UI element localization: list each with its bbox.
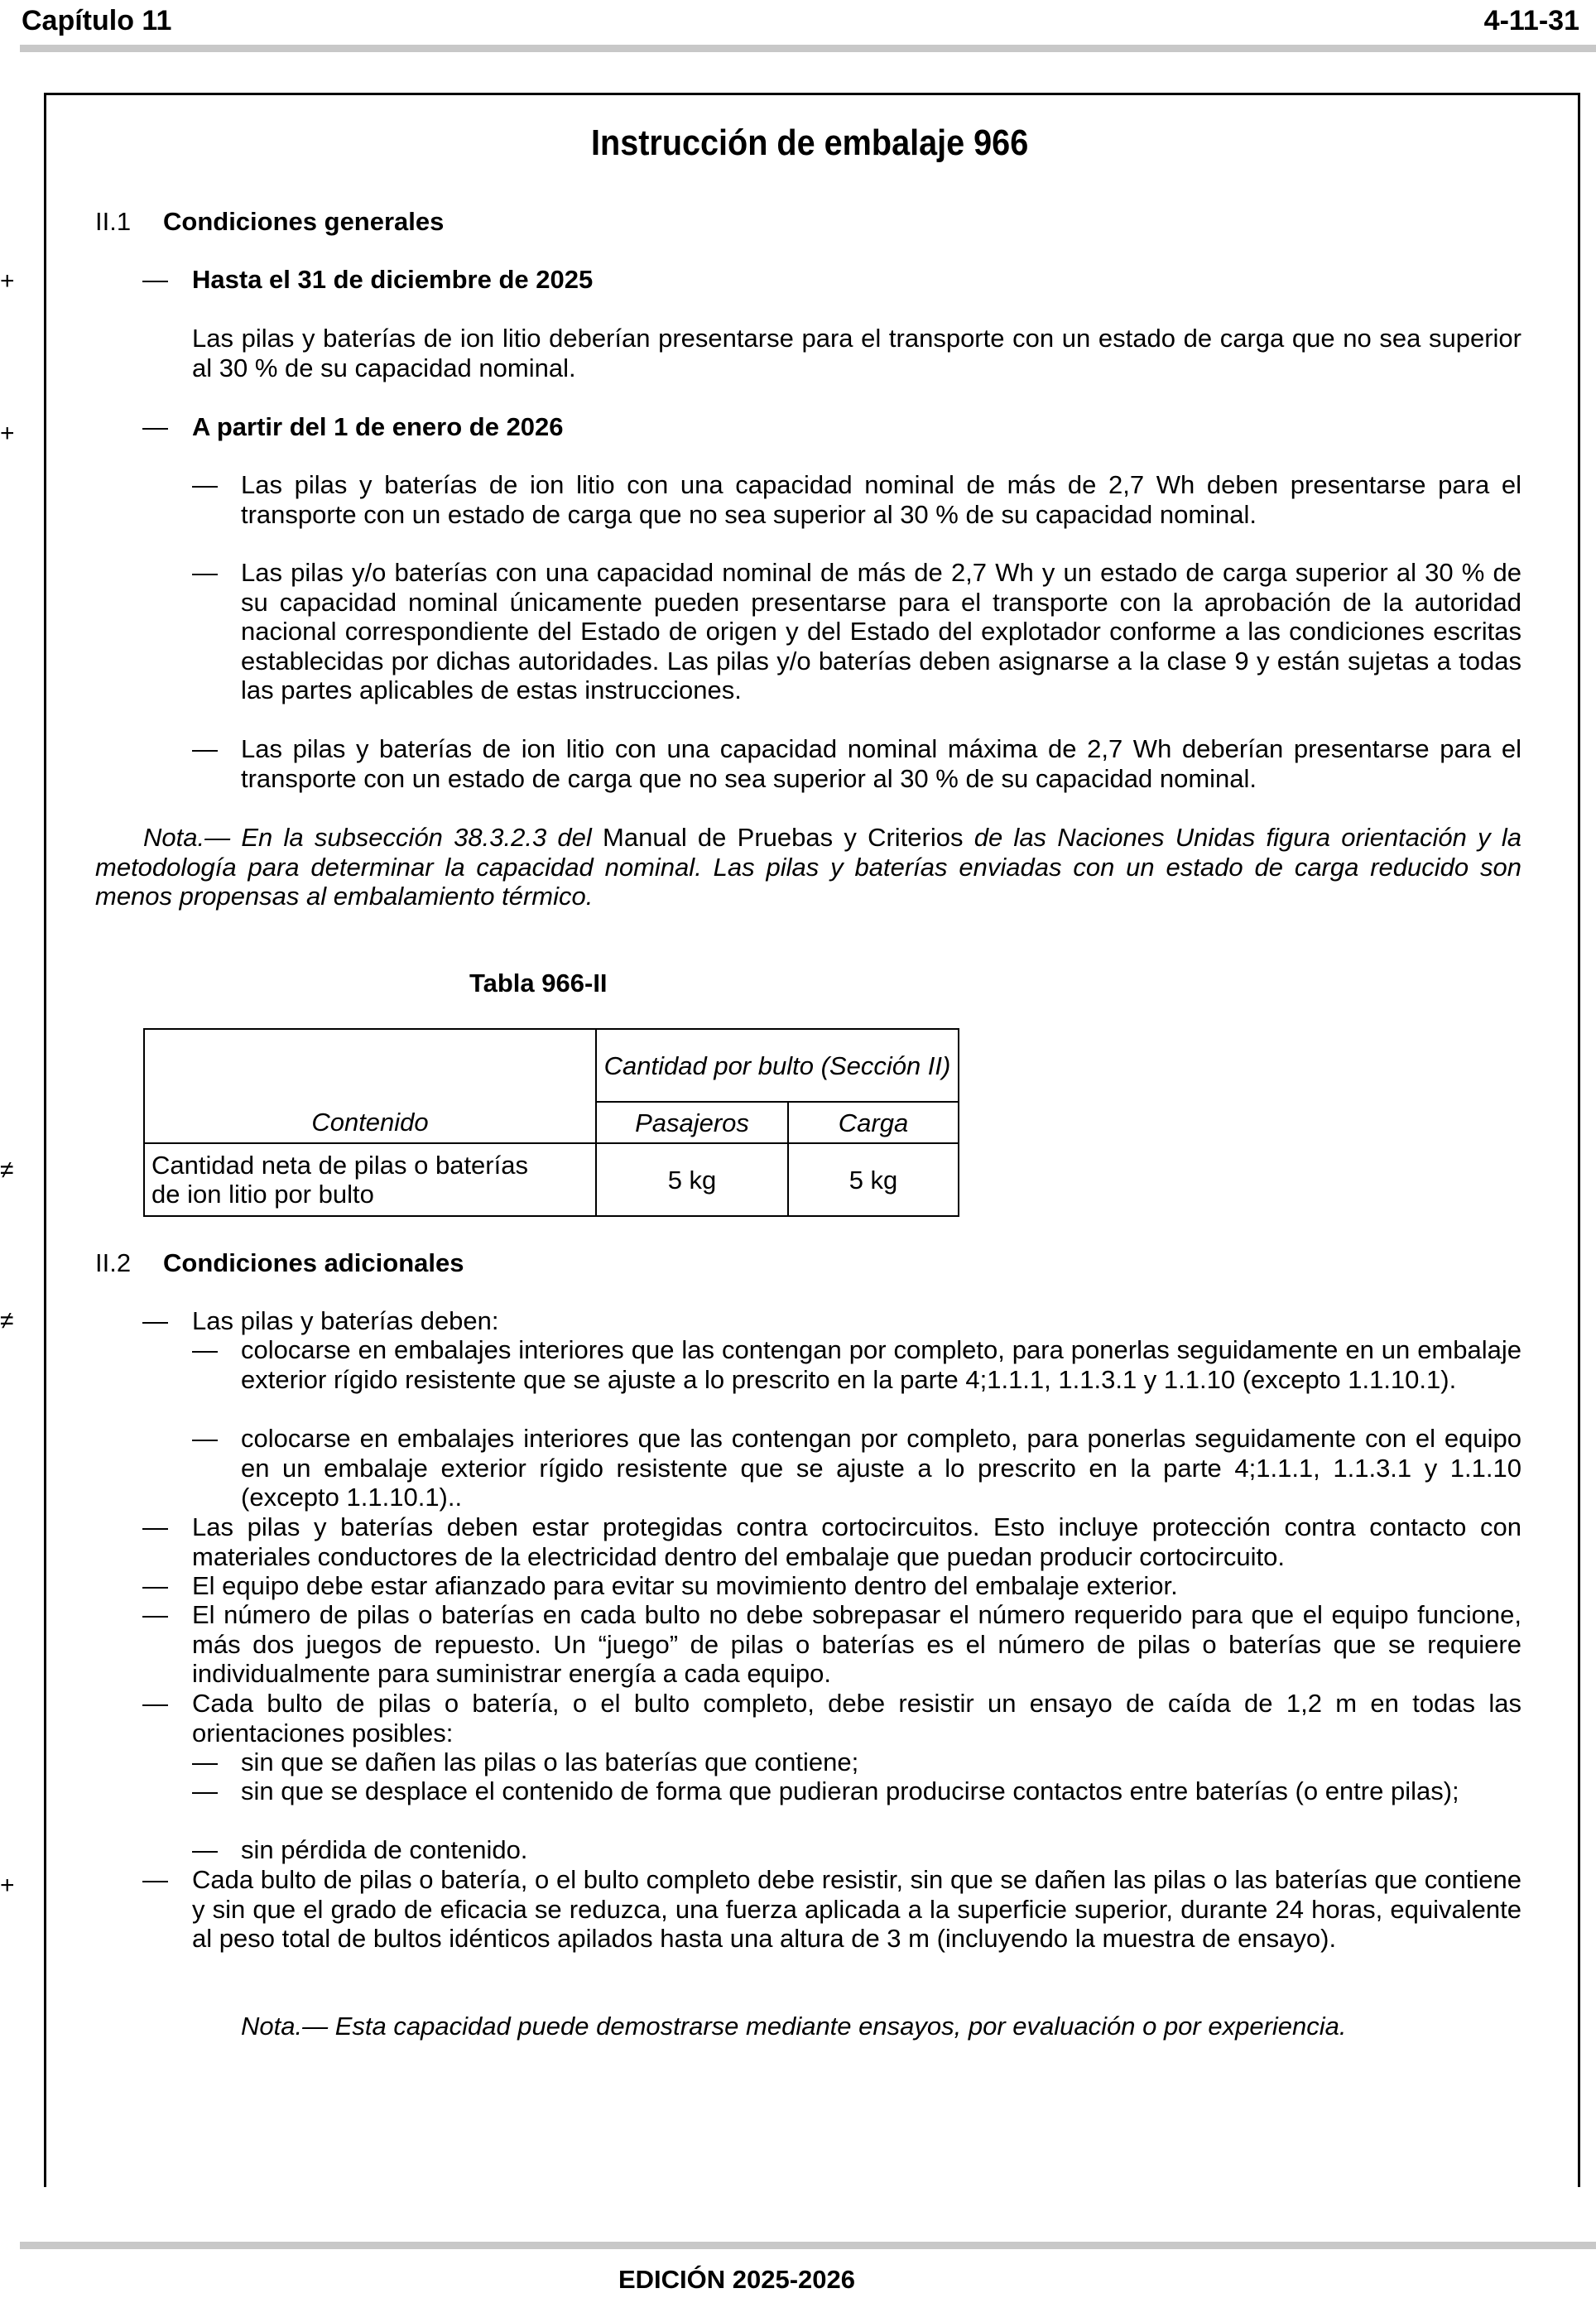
sub-paragraph-2: Las pilas y/o baterías con una capacidad nominal de más de 2,7 Wh y un estado de carga superior al 30 % de su capacidad nominal únicamente pueden presentarse para el transporte con la aprobación de la autoridad nacional correspondiente del Estado de origen y del Estado del explotador conforme a las condiciones escritas establecidas por dichas autoridades. Las pilas y/o baterías deben asignarse a la clase 9 y están sujetas a todas las partes aplicables de estas instrucciones. [241, 558, 1521, 704]
dash-bullet: — [192, 470, 218, 499]
dash-bullet: — [142, 1512, 168, 1541]
sub-paragraph-3: Las pilas y baterías de ion litio con una capacidad nominal máxima de 2,7 Wh deberían presentarse para el transporte con un estado de carga que no sea superior al 30 % de su capacidad nominal. [241, 734, 1521, 793]
revision-mark: + [0, 267, 15, 295]
note-capacity [95, 823, 1521, 911]
condition-1: Las pilas y baterías deben: [192, 1306, 499, 1335]
section-number-2: II.2 [95, 1248, 132, 1277]
change-mark: ≠ [0, 1307, 14, 1334]
dash-bullet: — [192, 1424, 218, 1453]
dash-bullet: — [192, 1776, 218, 1805]
condition-3: El equipo debe estar afianzado para evitar su movimiento dentro del embalaje exterior. [192, 1571, 1178, 1600]
dash-bullet: — [142, 1306, 168, 1335]
condition-5: Cada bulto de pilas o batería, o el bulto completo, debe resistir un ensayo de caída de 1,2 m en todas las orientaciones posibles: [192, 1689, 1521, 1748]
dash-bullet: — [142, 1689, 168, 1718]
section-heading-2: Condiciones adicionales [163, 1248, 464, 1277]
section-heading-1: Condiciones generales [163, 207, 445, 236]
item-heading-from-2026: A partir del 1 de enero de 2026 [192, 412, 564, 441]
condition-1a: colocarse en embalajes interiores que las contengan por completo, para ponerlas seguidamente en un embalaje exterior rígido resistente que se ajuste a lo prescrito en la parte 4;1.1.1, 1.1.3.1 y 1.1.10 (excepto 1.1.10.1). [241, 1335, 1521, 1394]
table-header-passenger: Pasajeros [596, 1102, 788, 1143]
table-passenger-value: 5 kg [596, 1143, 788, 1216]
quantity-table [143, 1028, 959, 1217]
dash-bullet: — [192, 734, 218, 763]
section-number-1: II.1 [95, 207, 132, 236]
note-text-c: de las Naciones Unidas figura orientación y la metodología para determinar la capacidad nominal. Las pilas y baterías enviadas con un estado de carga reducido son menos propensas al embalamiento térmico. [95, 823, 1521, 911]
condition-5a: sin que se dañen las pilas o las baterías que contiene; [241, 1748, 859, 1776]
footer-rule [20, 2242, 1596, 2249]
dash-bullet: — [142, 412, 168, 441]
table-row-label: Cantidad neta de pilas o baterías de ion litio por bulto [144, 1143, 596, 1216]
dash-bullet: — [192, 1335, 218, 1364]
sub-paragraph-1: Las pilas y baterías de ion litio con una capacidad nominal de más de 2,7 Wh deben presentarse para el transporte con un estado de carga que no sea superior al 30 % de su capacidad nominal. [241, 470, 1521, 529]
table-header-contents: Contenido [144, 1102, 596, 1143]
revision-mark: + [0, 1872, 15, 1899]
dash-bullet: — [142, 1600, 168, 1629]
paragraph-until-2025: Las pilas y baterías de ion litio deberían presentarse para el transporte con un estado de carga que no sea superior al 30 % de su capacidad nominal. [192, 324, 1521, 382]
dash-bullet: — [192, 558, 218, 587]
table-group-header: Cantidad por bulto (Sección II) [596, 1029, 959, 1102]
note-manual-title: Manual de Pruebas y Criterios [603, 823, 964, 852]
note-demonstration: Nota.— Esta capacidad puede demostrarse mediante ensayos, por evaluación o por experiencia. [241, 2012, 1347, 2041]
table-cargo-value: 5 kg [788, 1143, 959, 1216]
header-rule [20, 45, 1596, 52]
dash-bullet: — [142, 1571, 168, 1600]
condition-5c: sin pérdida de contenido. [241, 1835, 528, 1864]
condition-6: Cada bulto de pilas o batería, o el bulto completo debe resistir, sin que se dañen las pilas o las baterías que contiene y sin que el grado de eficacia se reduzca, una fuerza aplicada a la superficie superior, durante 24 horas, equivalente al peso total de bultos idénticos apilados hasta una altura de 3 m (incluyendo la muestra de ensayo). [192, 1865, 1521, 1953]
condition-4: El número de pilas o baterías en cada bulto no debe sobrepasar el número requerido para que el equipo funcione, más dos juegos de repuesto. Un “juego” de pilas o baterías es el número de pilas o baterías que se requiere individualmente para suministrar energía a cada equipo. [192, 1600, 1521, 1688]
chapter-label: Capítulo 11 [22, 5, 172, 36]
dash-bullet: — [192, 1748, 218, 1776]
condition-5b: sin que se desplace el contenido de forma que pudieran producirse contactos entre baterías (o entre pilas); [241, 1776, 1459, 1805]
page-number: 4-11-31 [1483, 5, 1579, 36]
note-text-a: Nota.— En la subsección 38.3.2.3 del [143, 823, 603, 852]
table-header-cargo: Carga [788, 1102, 959, 1143]
condition-2: Las pilas y baterías deben estar protegidas contra cortocircuitos. Esto incluye protección contra contacto con materiales conductores de la electricidad dentro del embalaje que puedan producir cortocircuito. [192, 1512, 1521, 1571]
change-mark: ≠ [0, 1156, 14, 1184]
condition-1b: colocarse en embalajes interiores que las contengan por completo, para ponerlas seguidamente con el equipo en un embalaje exterior rígido resistente que se ajuste a lo prescrito en la parte 4;1.1.1, 1.1.3.1 y 1.1.10 (excepto 1.1.10.1).. [241, 1424, 1521, 1512]
dash-bullet: — [142, 265, 168, 294]
revision-mark: + [0, 420, 15, 447]
table-title: Tabla 966-II [469, 969, 608, 998]
table-empty-cell [144, 1029, 596, 1102]
page-title: Instrucción de embalaje 966 [591, 123, 1029, 163]
edition-footer: EDICIÓN 2025-2026 [618, 2265, 856, 2294]
dash-bullet: — [142, 1865, 168, 1894]
item-heading-until-2025: Hasta el 31 de diciembre de 2025 [192, 265, 594, 294]
dash-bullet: — [192, 1835, 218, 1864]
